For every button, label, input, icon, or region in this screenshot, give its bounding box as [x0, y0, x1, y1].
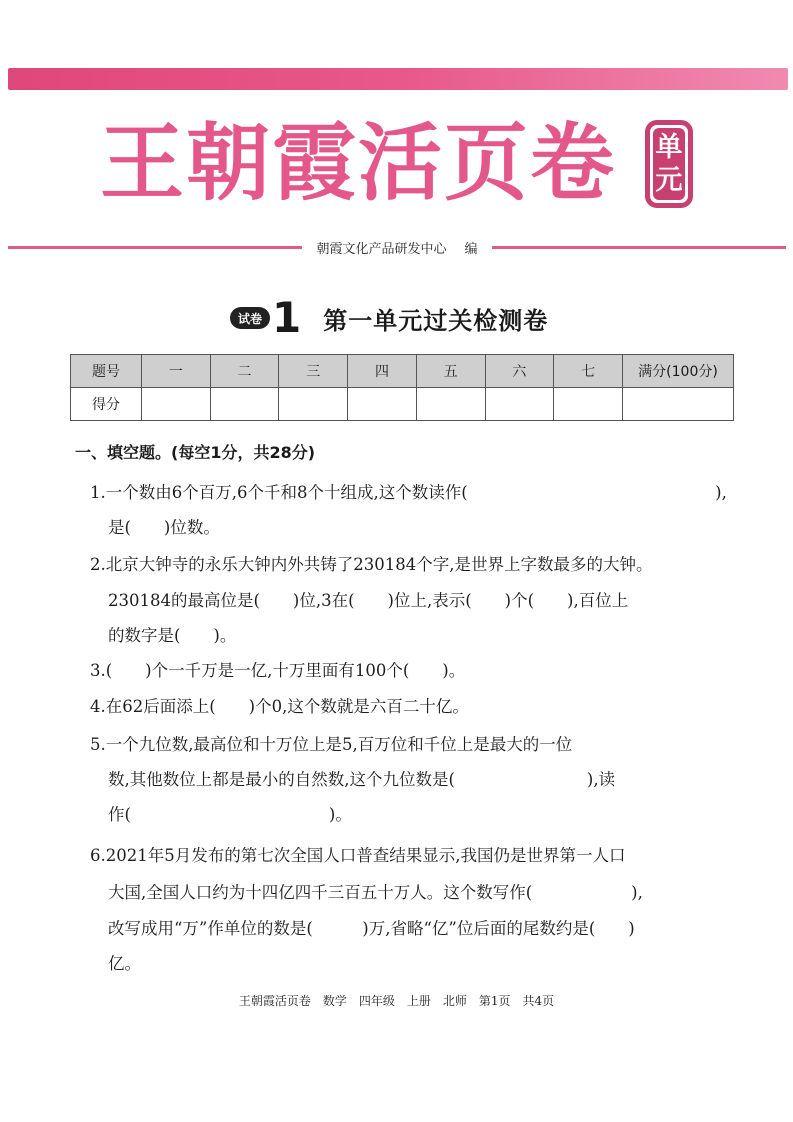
question-line: 5.一个九位数,最高位和十万位上是5,百万位和千位上是最大的一位: [90, 735, 573, 754]
score-cell[interactable]: [210, 388, 279, 421]
question-line: 作( )。: [108, 805, 352, 824]
page-footer: 王朝霞活页卷 数学 四年级 上册 北师 第1页 共4页: [238, 994, 555, 1008]
editor-name: 朝霞文化产品研发中心: [316, 241, 447, 257]
header-cell-1: 一: [142, 355, 211, 388]
question-line: 的数字是( )。: [108, 626, 237, 645]
unit-badge-char-2: 元: [655, 165, 683, 196]
score-header-row: [71, 355, 734, 388]
question-line: 改写成用“万”作单位的数是( )万,省略“亿”位后面的尾数约是( ): [108, 919, 635, 938]
score-cell[interactable]: [279, 388, 348, 421]
score-cell[interactable]: [142, 388, 211, 421]
question-line: 6.2021年5月发布的第七次全国人口普查结果显示,我国仍是世界第一人口: [90, 846, 626, 865]
question-line: 1.一个数由6个百万,6个千和8个十组成,这个数读作( ),: [90, 483, 727, 502]
score-cell[interactable]: [348, 388, 417, 421]
unit-badge: [645, 120, 693, 208]
question-line: 是( )位数。: [108, 518, 220, 537]
score-cell[interactable]: [416, 388, 485, 421]
divider-left: [8, 246, 302, 249]
question-line: 大国,全国人口约为十四亿四千三百五十万人。这个数写作( ),: [108, 883, 643, 902]
question-line: 亿。: [108, 954, 141, 973]
header-cell-2: 二: [210, 355, 279, 388]
header-cell-7: 七: [554, 355, 623, 388]
score-table: [70, 354, 734, 421]
score-cell[interactable]: [485, 388, 554, 421]
brand-title: 王朝霞活页卷: [100, 113, 617, 212]
question-line: 3.( )个一千万是一亿,十万里面有100个( )。: [90, 661, 466, 680]
header-cell-4: 四: [348, 355, 417, 388]
question-line: 4.在62后面添上( )个0,这个数就是六百二十亿。: [90, 697, 469, 716]
unit-badge-char-1: 单: [655, 132, 683, 163]
editor-credit: [8, 236, 786, 258]
exam-badge: 试卷: [230, 307, 270, 329]
score-cell-total[interactable]: [623, 388, 734, 421]
question-line: 2.北京大钟寺的永乐大钟内外共铸了230184个字,是世界上字数最多的大钟。: [90, 555, 653, 574]
score-cell[interactable]: [554, 388, 623, 421]
question-line: 数,其他数位上都是最小的自然数,这个九位数是( ),读: [108, 770, 616, 789]
score-row-label: 得分: [71, 388, 142, 421]
exam-name: 第一单元过关检测卷: [323, 306, 549, 335]
header-color-bar: [8, 68, 788, 90]
question-line: 230184的最高位是( )位,3在( )位上,表示( )个( ),百位上: [108, 591, 629, 610]
exam-number: 1: [272, 293, 302, 342]
section-heading: 一、填空题。(每空1分，共28分): [75, 443, 316, 462]
header-cell-total: 满分(100分): [623, 355, 734, 388]
header-cell-6: 六: [485, 355, 554, 388]
header-cell-3: 三: [279, 355, 348, 388]
header-cell-5: 五: [416, 355, 485, 388]
editor-suffix: 编: [464, 241, 478, 257]
exam-title: [230, 293, 548, 343]
score-row: [71, 388, 734, 421]
divider-right: [492, 246, 786, 249]
header-cell-label: 题号: [71, 355, 142, 388]
